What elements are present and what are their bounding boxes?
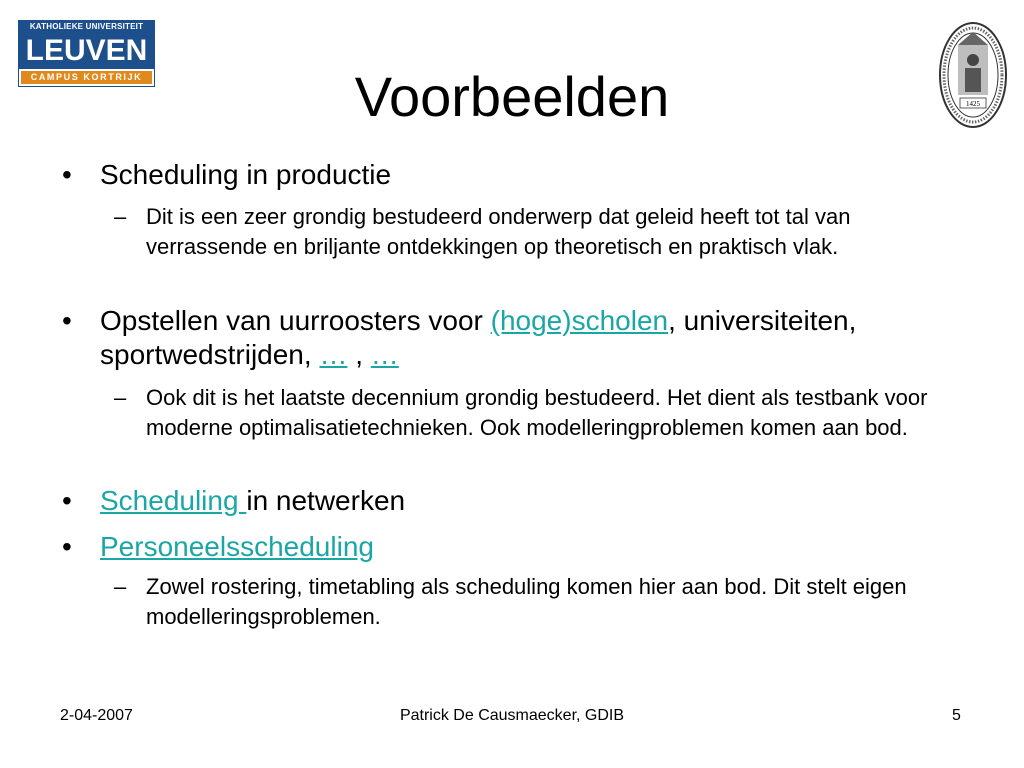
footer-page-number: 5 — [952, 707, 961, 724]
subbullet-text: Ook dit is het laatste decennium grondig bestudeerd. Het dient als testbank voor moderne optimalisatietechnieken. Ook modelleringproblemen komen aan bod. — [146, 385, 928, 440]
bullet-scheduling-productie — [62, 158, 980, 192]
bullet-netwerken — [62, 484, 980, 518]
bullet-text: Opstellen van uurroosters voor — [100, 305, 491, 336]
subbullet-text: Zowel rostering, timetabling als scheduling komen hier aan bod. Dit stelt eigen modelleringsproblemen. — [146, 574, 907, 629]
logo-line-3: CAMPUS KORTRIJK — [21, 71, 152, 84]
link-more-1[interactable]: … — [319, 339, 348, 370]
separator: , — [347, 339, 371, 370]
dash-icon: – — [114, 574, 127, 599]
dash-icon: – — [114, 204, 127, 229]
bullet-icon: • — [62, 485, 72, 516]
footer-date: 2-04-2007 — [60, 707, 133, 724]
link-personeelsscheduling[interactable]: Personeelsscheduling — [100, 531, 374, 562]
link-more-2[interactable]: … — [370, 339, 399, 370]
bullet-text-mid: , universiteiten, sportwedstrijden, — [100, 305, 857, 370]
bullet-personeelsscheduling — [62, 530, 980, 564]
bullet-icon: • — [62, 531, 72, 562]
bullet-uurroosters — [62, 304, 980, 372]
link-scheduling[interactable]: Scheduling — [100, 485, 247, 516]
subbullet-uurroosters — [114, 383, 966, 443]
subbullet-productie — [114, 202, 966, 262]
footer-author: Patrick De Causmaecker, GDIB — [399, 707, 625, 724]
logo-line-2: LEUVEN — [19, 33, 154, 69]
logo-line-1: KATHOLIEKE UNIVERSITEIT — [19, 21, 154, 33]
link-hogescholen[interactable]: (hoge)scholen — [490, 305, 669, 336]
dash-icon: – — [114, 385, 127, 410]
bullet-text: in netwerken — [246, 485, 406, 516]
bullet-icon: • — [62, 305, 72, 336]
bullet-text: Scheduling in productie — [100, 159, 392, 190]
bullet-icon: • — [62, 159, 72, 190]
seal-year: 1425 — [966, 100, 980, 108]
subbullet-personeel — [114, 572, 966, 632]
slide-title: Voorbeelden — [354, 65, 670, 128]
subbullet-text: Dit is een zeer grondig bestudeerd onderwerp dat geleid heeft tot tal van verrassende en briljante ontdekkingen op theoretisch en praktisch vlak. — [146, 204, 851, 259]
